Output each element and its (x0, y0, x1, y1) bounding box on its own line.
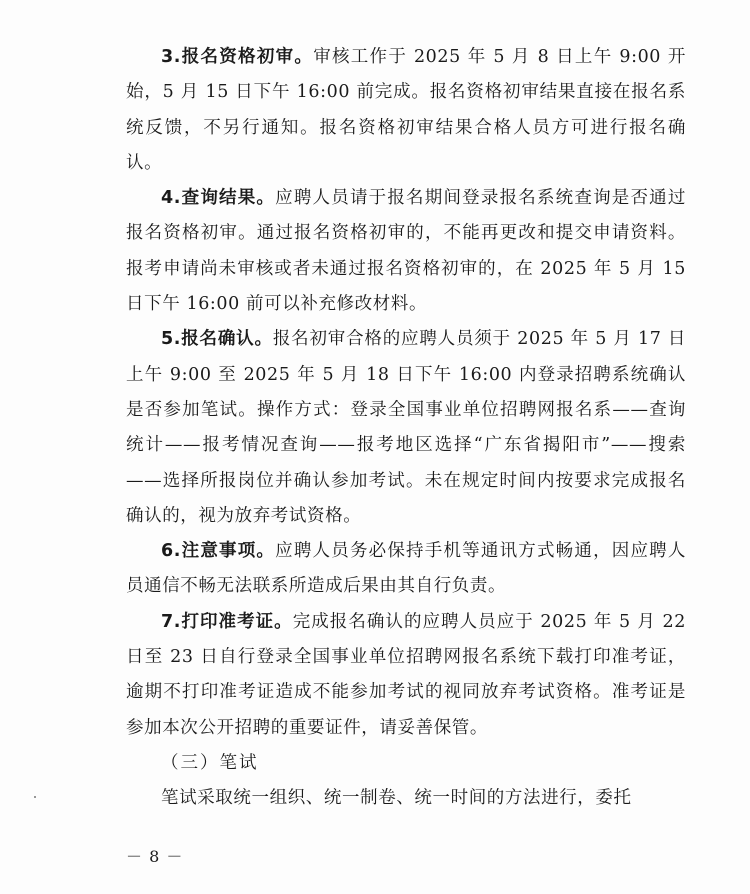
paragraph-print-admission-ticket (126, 605, 686, 746)
paragraph-heading: 3.报名资格初审。 (161, 47, 314, 67)
section-heading-written-exam: （三）笔试 (161, 752, 259, 773)
page-number: － 8 － (126, 847, 184, 866)
page-body (126, 40, 686, 817)
paragraph-registration-confirmation (126, 322, 686, 534)
paragraph-heading: 5.报名确认。 (161, 329, 273, 350)
paragraph-heading: 7.打印准考证。 (161, 611, 293, 632)
paragraph-notes (126, 534, 686, 605)
paragraph-heading: 6.注意事项。 (161, 541, 276, 562)
paragraph-text: 报名初审合格的应聘人员须于 2025 年 5 月 17 日上午 9:00 至 2025 年 5 月 18 日下午 16:00 内登录招聘系统确认是否参加笔试。操作方式：登录全国事业单位招聘网报名系——查询统计——报考情况查询——报考地区选择“广东省揭阳市”——搜索——选择所报岗位并确认参加考试。未在规定时间内按要求完成报名确认的，视为放弃考试资格。 (126, 329, 686, 526)
paragraph-text: 应聘人员务必保持手机等通讯方式畅通，因应聘人员通信不畅无法联系所造成后果由其自行负责。 (126, 541, 686, 597)
paragraph-written-exam-intro: 笔试采取统一组织、统一制卷、统一时间的方法进行，委托 (161, 788, 632, 809)
paragraph-text: 审核工作于 2025 年 5 月 8 日上午 9:00 开始，5 月 15 日下午 16:00 前完成。报名资格初审结果直接在报名系统反馈，不另行通知。报名资格初审结果合格人员方可进行报名确认。 (126, 47, 686, 173)
paragraph-text: 应聘人员请于报名期间登录报名系统查询是否通过报名资格初审。通过报名资格初审的，不能再更改和提交申请资料。报考申请尚未审核或者未通过报名资格初审的，在 2025 年 5 月 15 日下午 16:00 前可以补充修改材料。 (126, 188, 686, 315)
scan-speck (34, 796, 36, 798)
paragraph-query-results (126, 181, 686, 322)
paragraph-text: 完成报名确认的应聘人员应于 2025 年 5 月 22 日至 23 日自行登录全国事业单位招聘网报名系统下载打印准考证，逾期不打印准考证造成不能参加考试的视同放弃考试资格。准考证是参加本次公开招聘的重要证件，请妥善保管。 (126, 611, 687, 738)
paragraph-heading: 4.查询结果。 (161, 188, 276, 209)
paragraph-qualification-review (126, 40, 686, 181)
